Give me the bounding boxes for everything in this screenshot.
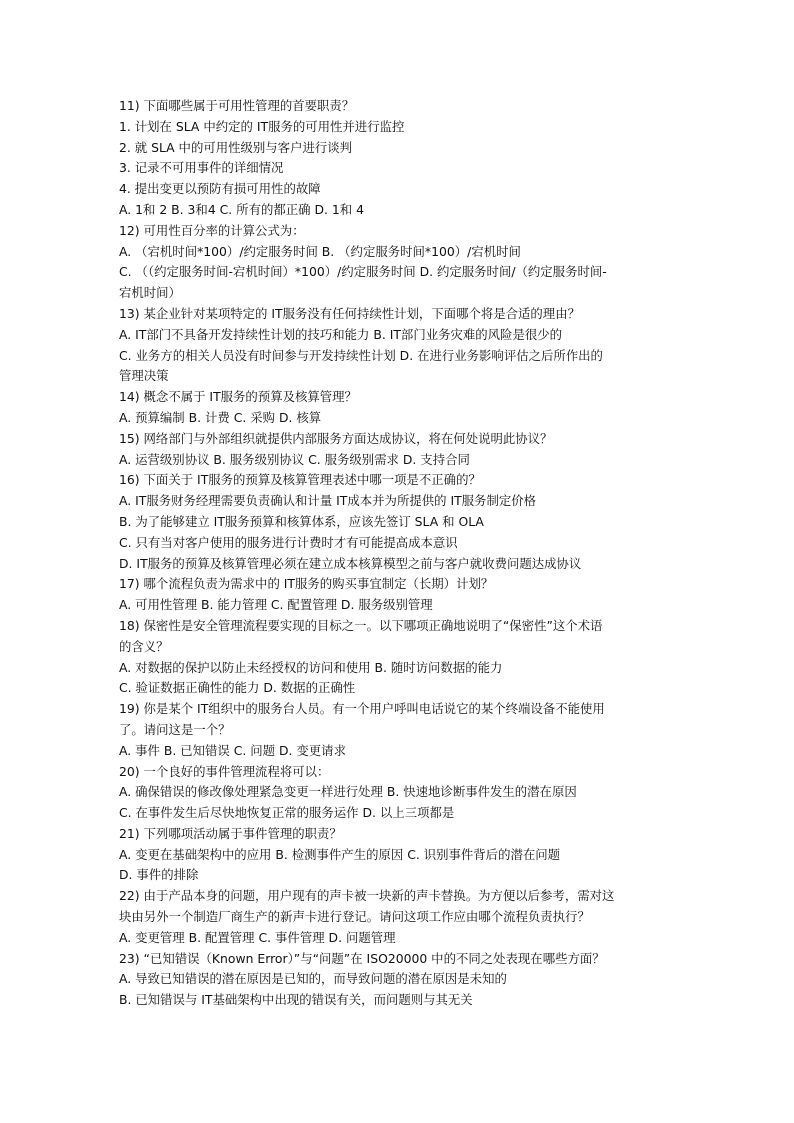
question-11-item-3: 3. 记录不可用事件的详细情况 bbox=[119, 160, 284, 176]
question-21-option-d: D. 事件的排除 bbox=[119, 867, 199, 883]
question-20-options-cd: C. 在事件发生后尽快地恢复正常的服务运作 D. 以上三项都是 bbox=[119, 805, 455, 821]
question-14-options: A. 预算编制 B. 计费 C. 采购 D. 核算 bbox=[119, 409, 322, 425]
question-11-options: A. 1和 2 B. 3和4 C. 所有的都正确 D. 1和 4 bbox=[119, 201, 364, 217]
question-22-options: A. 变更管理 B. 配置管理 C. 事件管理 D. 问题管理 bbox=[119, 929, 396, 945]
question-11-title: 11) 下面哪些属于可用性管理的首要职责？ bbox=[119, 98, 355, 113]
question-16-title: 16) 下面关于 IT服务的预算及核算管理表述中哪一项是不正确的？ bbox=[119, 472, 481, 488]
question-14-title: 14) 概念不属于 IT服务的预算及核算管理？ bbox=[119, 389, 357, 405]
question-21-title: 21) 下列哪项活动属于事件管理的职责？ bbox=[119, 825, 342, 841]
question-18-title: 18) 保密性是安全管理流程要实现的目标之一。以下哪项正确地说明了“保密性”这个术语 bbox=[119, 617, 603, 633]
question-11-item-2: 2. 就 SLA 中的可用性级别与客户进行谈判 bbox=[119, 139, 353, 155]
question-12-options-cd: C. （（约定服务时间-宕机时间）*100）/约定服务时间 D. 约定服务时间/（约定服务时间- bbox=[119, 264, 607, 280]
question-17-title: 17) 哪个流程负责为需求中的 IT服务的购买事宜制定（长期）计划？ bbox=[119, 576, 494, 592]
question-19-title-cont: 了。请问这是一个？ bbox=[119, 721, 231, 737]
question-23-option-b: B. 已知错误与 IT基础架构中出现的错误有关，而问题则与其无关 bbox=[119, 992, 473, 1008]
question-16-option-b: B. 为了能够建立 IT服务预算和核算体系，应该先签订 SLA 和 OLA bbox=[119, 513, 484, 529]
question-22-title: 22) 由于产品本身的问题，用户现有的声卡被一块新的声卡替换。为方便以后参考，需对这 bbox=[119, 888, 615, 904]
question-13-title: 13) 某企业针对某项特定的 IT服务没有任何持续性计划，下面哪个将是合适的理由？ bbox=[119, 305, 580, 321]
question-19-title: 19) 你是某个 IT组织中的服务台人员。有一个用户呼叫电话说它的某个终端设备不能使用 bbox=[119, 701, 605, 717]
question-21-options-abc: A. 变更在基础架构中的应用 B. 检测事件产生的原因 C. 识别事件背后的潜在问题 bbox=[119, 846, 561, 862]
question-23-title: 23) “已知错误（Known Error）”与“问题”在 ISO20000 中的不同之处表现在哪些方面？ bbox=[119, 950, 605, 966]
question-15-title: 15) 网络部门与外部组织就提供内部服务方面达成协议，将在何处说明此协议？ bbox=[119, 430, 553, 446]
question-12-options-cd-cont: 宕机时间） bbox=[119, 285, 181, 301]
question-16-option-d: D. IT服务的预算及核算管理必须在建立成本核算模型之前与客户就收费问题达成协议 bbox=[119, 555, 582, 571]
question-18-title-cont: 的含义？ bbox=[119, 638, 169, 654]
question-11-item-4: 4. 提出变更以预防有损可用性的故障 bbox=[119, 181, 321, 197]
question-22-title-cont: 块由另外一个制造厂商生产的新声卡进行登记。请问这项工作应由哪个流程负责执行？ bbox=[119, 909, 590, 925]
question-16-option-c: C. 只有当对客户使用的服务进行计费时才有可能提高成本意识 bbox=[119, 534, 458, 550]
question-13-options-ab: A. IT部门不具备开发持续性计划的技巧和能力 B. IT部门业务灾难的风险是很少的 bbox=[119, 326, 563, 342]
question-text-block bbox=[119, 96, 679, 1011]
question-17-options: A. 可用性管理 B. 能力管理 C. 配置管理 D. 服务级别管理 bbox=[119, 597, 433, 613]
question-13-options-cd-cont: 管理决策 bbox=[119, 368, 169, 384]
question-23-option-a: A. 导致已知错误的潜在原因是已知的，而导致问题的潜在原因是未知的 bbox=[119, 971, 507, 987]
question-13-options-cd: C. 业务方的相关人员没有时间参与开发持续性计划 D. 在进行业务影响评估之后所作出的 bbox=[119, 347, 603, 363]
question-12-title: 12) 可用性百分率的计算公式为： bbox=[119, 222, 305, 238]
question-11-item-1: 1. 计划在 SLA 中约定的 IT服务的可用性并进行监控 bbox=[119, 118, 405, 134]
question-18-options-ab: A. 对数据的保护以防止未经授权的访问和使用 B. 随时访问数据的能力 bbox=[119, 659, 503, 675]
question-20-options-ab: A. 确保错误的修改像处理紧急变更一样进行处理 B. 快速地诊断事件发生的潜在原因 bbox=[119, 784, 577, 800]
question-15-options: A. 运营级别协议 B. 服务级别协议 C. 服务级别需求 D. 支持合同 bbox=[119, 451, 470, 467]
question-20-title: 20) 一个良好的事件管理流程将可以： bbox=[119, 763, 330, 779]
question-18-options-cd: C. 验证数据正确性的能力 D. 数据的正确性 bbox=[119, 680, 356, 696]
question-19-options: A. 事件 B. 已知错误 C. 问题 D. 变更请求 bbox=[119, 742, 346, 758]
question-16-option-a: A. IT服务财务经理需要负责确认和计量 IT成本并为所提供的 IT服务制定价格 bbox=[119, 493, 537, 509]
question-12-options-ab: A. （宕机时间*100）/约定服务时间 B. （约定服务时间*100）/宕机时间 bbox=[119, 243, 521, 259]
